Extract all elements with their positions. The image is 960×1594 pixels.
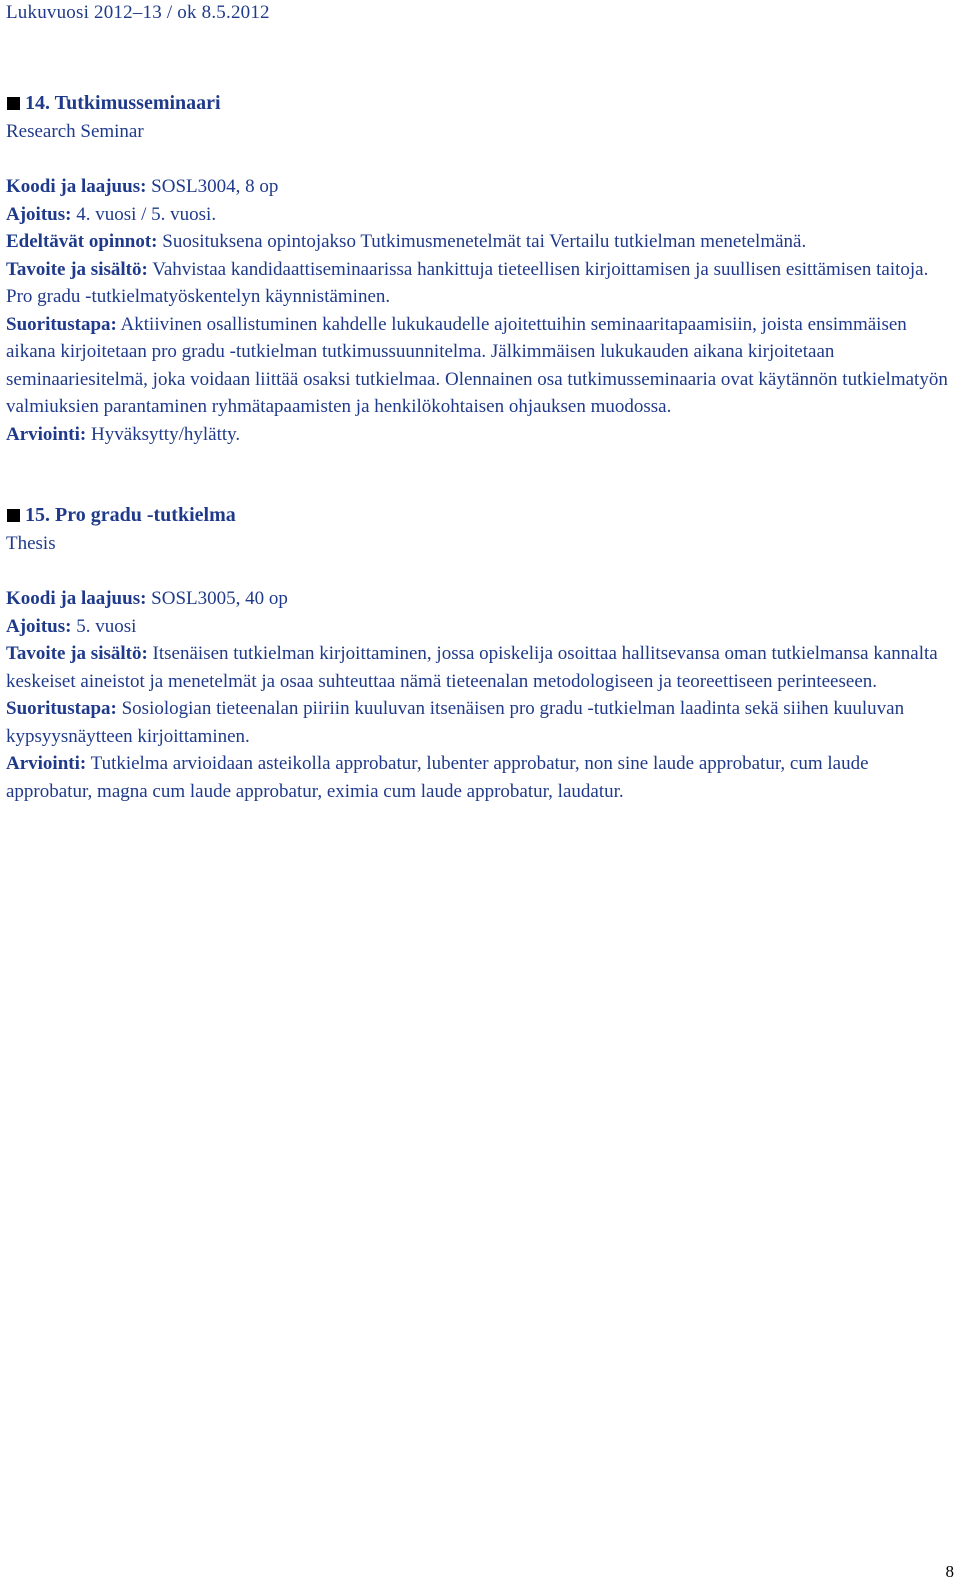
field-value: Tutkielma arvioidaan asteikolla approbatur, lubenter approbatur, non sine laude approbatur, cum laude approbatur, magna cum laude approbatur, eximia cum laude approbatur, laudatur.	[6, 753, 869, 802]
field-assessment	[6, 421, 951, 449]
field-completion	[6, 311, 951, 421]
field-label: Koodi ja laajuus:	[6, 588, 147, 609]
section-heading-text: 15. Pro gradu -tutkielma	[25, 504, 236, 526]
field-value: Itsenäisen tutkielman kirjoittaminen, jossa opiskelija osoittaa hallitsevansa oman tutkielmansa kannalta keskeiset aineistot ja menetelmät ja osaa suhteuttaa nämä tieteenalan metodologiseen ja teoreettiseen perinteeseen.	[6, 643, 938, 692]
course-section-thesis	[6, 500, 951, 805]
field-value: Suosituksena opintojakso Tutkimusmenetelmät tai Vertailu tutkielman menetelmänä.	[157, 231, 807, 252]
field-value: Aktiivinen osallistuminen kahdelle lukukaudelle ajoitettuihin seminaaritapaamisiin, joista ensimmäisen aikana kirjoitetaan pro gradu -tutkielman tutkimussuunnitelma. Jälkimmäisen lukukauden aikana kirjoitetaan seminaariesitelmä, joka voidaan liittää osaksi tutkielmaa. Olennainen osa tutkimusseminaaria ovat käytännön tutkielmatyön valmiuksien parantaminen ryhmätapaamisten ja henkilökohtaisen ohjauksen muodossa.	[6, 313, 948, 417]
field-label: Suoritustapa:	[6, 313, 117, 335]
field-objectives	[6, 640, 951, 695]
field-label: Arviointi:	[6, 423, 87, 445]
field-code-and-credits	[6, 173, 951, 201]
section-heading	[6, 88, 951, 118]
field-value: SOSL3004, 8 op	[146, 176, 279, 197]
field-prerequisites	[6, 228, 951, 256]
field-label: Koodi ja laajuus:	[6, 176, 147, 197]
section-subtitle: Thesis	[6, 533, 56, 554]
field-label: Suoritustapa:	[6, 698, 117, 719]
field-value: 5. vuosi	[71, 615, 137, 637]
field-completion	[6, 695, 951, 750]
field-value: Sosiologian tieteenalan piiriin kuuluvan itsenäisen pro gradu -tutkielman laadinta sekä siihen kuuluvan kypsyysnäytteen kirjoittaminen.	[6, 698, 905, 747]
document-body	[6, 88, 951, 805]
field-code-and-credits	[6, 585, 951, 613]
field-value: 4. vuosi / 5. vuosi.	[71, 203, 217, 225]
field-label: Ajoitus:	[6, 615, 72, 637]
field-label: Edeltävät opinnot:	[6, 231, 158, 252]
field-value: SOSL3005, 40 op	[146, 588, 288, 609]
field-label: Arviointi:	[6, 753, 87, 774]
field-label: Ajoitus:	[6, 203, 72, 225]
field-objectives	[6, 256, 951, 311]
section-heading	[6, 500, 951, 530]
section-subtitle: Research Seminar	[6, 121, 144, 142]
field-timing	[6, 613, 951, 641]
section-spacer	[6, 448, 951, 500]
field-timing	[6, 201, 951, 229]
running-header: Lukuvuosi 2012–13 / ok 8.5.2012	[6, 2, 270, 23]
field-label: Tavoite ja sisältö:	[6, 643, 148, 664]
field-assessment	[6, 750, 951, 805]
course-section-research-seminar	[6, 88, 951, 448]
field-label: Tavoite ja sisältö:	[6, 258, 148, 280]
section-heading-text: 14. Tutkimusseminaari	[25, 92, 221, 114]
square-bullet-icon	[7, 509, 20, 522]
square-bullet-icon	[7, 97, 20, 110]
field-value: Hyväksytty/hylätty.	[86, 423, 241, 445]
page-number: 8	[945, 1562, 954, 1581]
field-value: Vahvistaa kandidaattiseminaarissa hankittuja tieteellisen kirjoittamisen ja suullisen esittämisen taitoja. Pro gradu -tutkielmatyöskentelyn käynnistäminen.	[6, 258, 929, 307]
